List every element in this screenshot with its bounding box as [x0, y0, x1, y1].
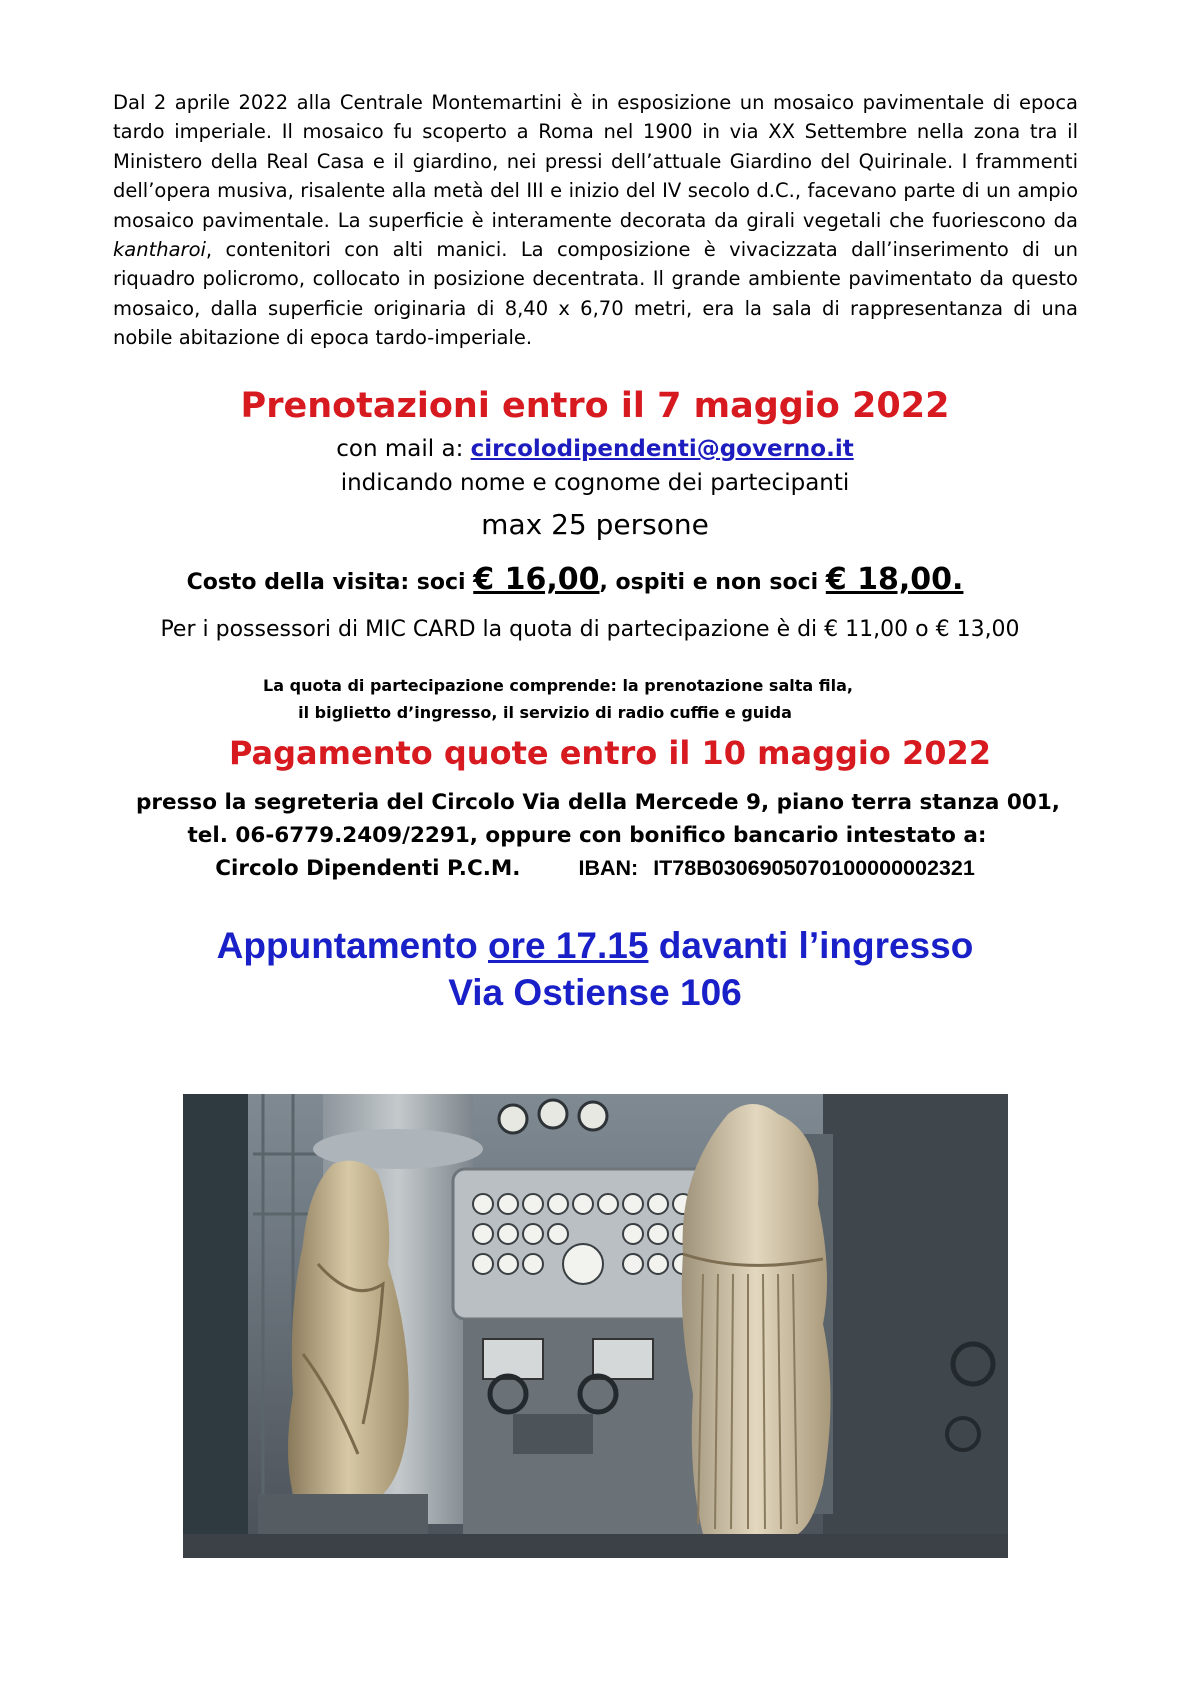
iban-label: IBAN:	[578, 856, 639, 880]
meeting-time: ore 17.15	[487, 925, 649, 966]
iban-value: IT78B0306905070100000002321	[653, 856, 975, 880]
cost-middle: , ospiti e non soci	[599, 570, 826, 595]
payment-line-2: tel. 06-6779.2409/2291, oppure con bonifico bancario intestato a:	[187, 823, 987, 848]
account-holder: Circolo Dipendenti P.C.M.	[215, 856, 521, 881]
museum-photo	[183, 1094, 1008, 1558]
cost-label: Costo della visita: soci	[186, 570, 474, 595]
payment-line-1: presso la segreteria del Circolo Via della Mercede 9, piano terra stanza 001,	[136, 790, 1060, 815]
meeting-address: Via Ostiense 106	[448, 972, 742, 1013]
intro-italic: kantharoi	[113, 238, 206, 262]
mic-card-note: Per i possessori di MIC CARD la quota di partecipazione è di € 11,00 o € 13,00	[160, 617, 1020, 642]
guest-price: € 18,00.	[825, 562, 964, 597]
booking-max: max 25 persone	[481, 508, 709, 541]
includes-line-2: il biglietto d’ingresso, il servizio di radio cuffie e guida	[298, 703, 792, 722]
intro-text-2: , contenitori con alti manici. La composizione è vivacizzata dall’inserimento di un riquadro policromo, collocato in posizione decentrata. Il grande ambiente pavimentato da questo mosaico, dalla superficie originaria di 8,40 x 6,70 metri, era la sala di rappresentanza di una nobile abitazione di epoca tardo-imperiale.	[113, 238, 1078, 350]
payment-iban-line	[0, 856, 1190, 881]
member-price: € 16,00	[473, 562, 600, 597]
cost-line	[0, 562, 1170, 597]
payment-title: Pagamento quote entro il 10 maggio 2022	[228, 734, 992, 772]
meeting-prefix: Appuntamento	[216, 925, 488, 966]
meeting-line	[0, 925, 1190, 967]
meeting-suffix: davanti l’ingresso	[648, 925, 974, 966]
intro-text: alla Centrale Montemartini è in esposizione un mosaico pavimentale di epoca tardo imperiale. Il mosaico fu scoperto a Roma nel 1900 in via XX Settembre nella zona tra il Ministero della Real Casa e il giardino, nei pressi dell’attuale Giardino del Quirinale. I frammenti dell’opera musiva, risalente alla metà del III e inizio del IV secolo d.C., facevano parte di un ampio mosaico pavimentale. La superficie è interamente decorata da girali vegetali che fuoriescono da	[113, 91, 1078, 232]
mail-label: con mail a:	[336, 436, 471, 462]
booking-title: Prenotazioni entro il 7 maggio 2022	[240, 386, 950, 426]
booking-mail-line	[0, 436, 1190, 462]
email-link[interactable]: circolodipendenti@governo.it	[470, 436, 854, 462]
intro-paragraph	[113, 88, 1078, 353]
intro-date: Dal 2 aprile 2022	[113, 91, 289, 114]
includes-line-1: La quota di partecipazione comprende: la prenotazione salta fila,	[263, 676, 853, 695]
booking-instructions: indicando nome e cognome dei partecipanti	[340, 470, 850, 496]
